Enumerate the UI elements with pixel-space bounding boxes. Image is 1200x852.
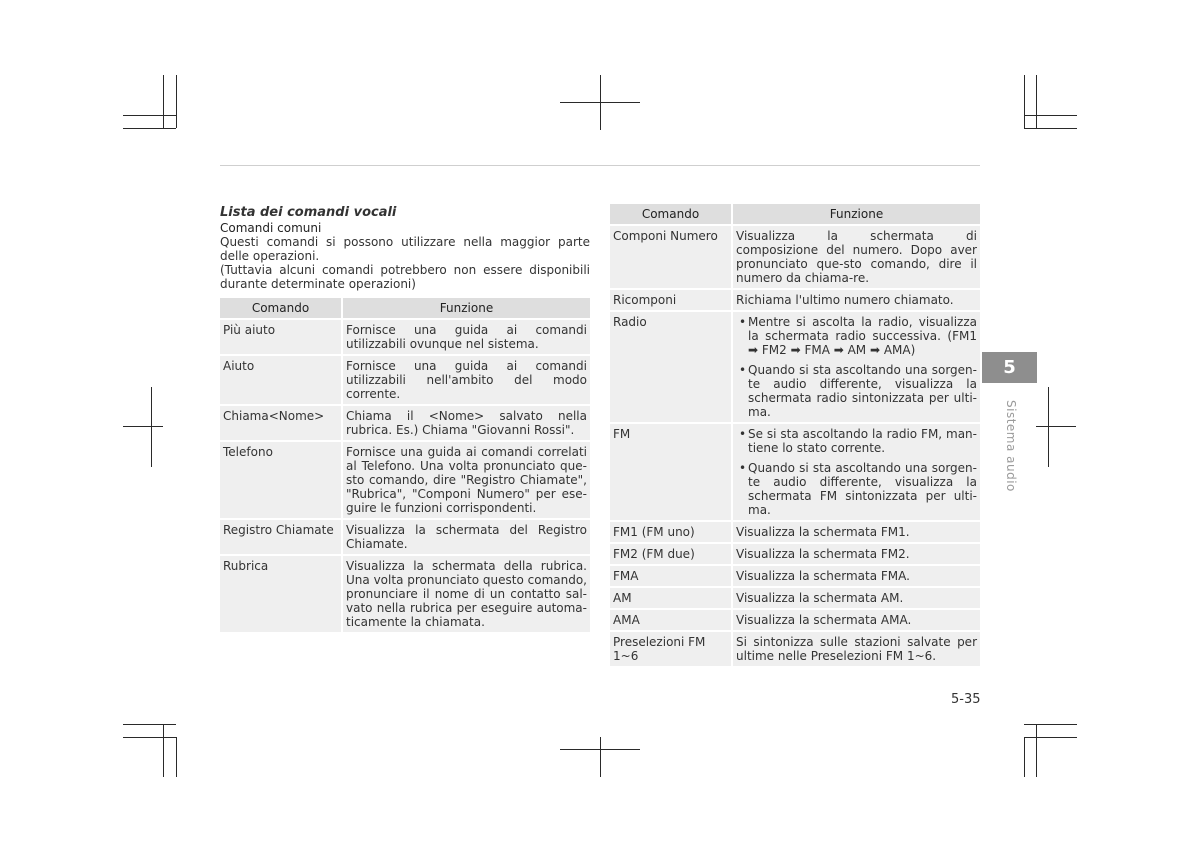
bullet-item: • Se si sta ascoltando la radio FM, man-tiene lo stato corrente. bbox=[736, 427, 977, 455]
table-header-row bbox=[220, 298, 590, 318]
command-cell: AMA bbox=[610, 610, 731, 630]
chapter-label: Sistema audio bbox=[1004, 400, 1018, 492]
command-cell: FM bbox=[610, 424, 731, 520]
function-cell: Visualizza la schermata AMA. bbox=[731, 610, 980, 630]
function-cell: Si sintonizza sulle stazioni salvate per ultime nelle Preselezioni FM 1~6. bbox=[731, 632, 980, 666]
table-row bbox=[220, 406, 590, 440]
intro-paragraph: Questi comandi si possono utilizzare nella maggior parte delle operazioni. bbox=[220, 235, 590, 263]
table-row bbox=[220, 320, 590, 354]
function-cell: Fornisce una guida ai comandi utilizzabili ovunque nel sistema. bbox=[341, 320, 590, 354]
function-cell: Chiama il <Nome> salvato nella rubrica. Es.) Chiama "Giovanni Rossi". bbox=[341, 406, 590, 440]
table-row bbox=[220, 356, 590, 404]
command-cell: Aiuto bbox=[220, 356, 341, 404]
section-subtitle: Comandi comuni bbox=[220, 221, 322, 235]
command-cell: Telefono bbox=[220, 442, 341, 518]
column-header-command: Comando bbox=[610, 204, 731, 224]
commands-table-left bbox=[220, 296, 590, 634]
function-cell: Fornisce una guida ai comandi correlati al Telefono. Una volta pronunciato que-sto comando, dire "Registro Chiamate", "Rubrica", "Componi Numero" per ese-guire le funzioni corrispondenti. bbox=[341, 442, 590, 518]
table-row bbox=[610, 632, 980, 666]
bullet-list bbox=[736, 315, 977, 419]
command-cell: Più aiuto bbox=[220, 320, 341, 354]
command-cell: Componi Numero bbox=[610, 226, 731, 288]
bullet-item: • Quando si sta ascoltando una sorgen-te audio differente, visualizza la schermata FM sintonizzata per ulti-ma. bbox=[736, 461, 977, 517]
table-row bbox=[610, 424, 980, 520]
header-rule bbox=[220, 165, 980, 166]
table-row bbox=[610, 290, 980, 310]
table-row bbox=[220, 520, 590, 554]
command-cell: Chiama<Nome> bbox=[220, 406, 341, 440]
function-cell: Visualizza la schermata AM. bbox=[731, 588, 980, 608]
function-cell: Visualizza la schermata FM1. bbox=[731, 522, 980, 542]
intro-text bbox=[220, 235, 590, 291]
table-row bbox=[610, 544, 980, 564]
command-cell: Preselezioni FM 1~6 bbox=[610, 632, 731, 666]
function-cell: Richiama l'ultimo numero chiamato. bbox=[731, 290, 980, 310]
table-row bbox=[610, 312, 980, 422]
function-cell: Visualizza la schermata di composizione del numero. Dopo aver pronunciato que-sto comando, dire il numero da chiama-re. bbox=[731, 226, 980, 288]
table-row bbox=[220, 442, 590, 518]
command-cell: FM2 (FM due) bbox=[610, 544, 731, 564]
bullet-item: • Mentre si ascolta la radio, visualizza la schermata radio successiva. (FM1 ➡ FM2 ➡ FMA ➡ AM ➡ AMA) bbox=[736, 315, 977, 357]
function-cell: Visualizza la schermata FM2. bbox=[731, 544, 980, 564]
command-cell: Radio bbox=[610, 312, 731, 422]
table-header-row bbox=[610, 204, 980, 224]
command-cell: AM bbox=[610, 588, 731, 608]
table-row bbox=[610, 226, 980, 288]
chapter-tab: 5 bbox=[982, 352, 1037, 383]
bullet-list bbox=[736, 427, 977, 517]
column-header-function: Funzione bbox=[731, 204, 980, 224]
command-cell: Rubrica bbox=[220, 556, 341, 632]
command-cell: FMA bbox=[610, 566, 731, 586]
column-header-function: Funzione bbox=[341, 298, 590, 318]
table-row bbox=[220, 556, 590, 632]
table-row bbox=[610, 522, 980, 542]
column-header-command: Comando bbox=[220, 298, 341, 318]
function-cell bbox=[731, 424, 980, 520]
function-cell bbox=[731, 312, 980, 422]
bullet-item: • Quando si sta ascoltando una sorgen-te audio differente, visualizza la schermata radio sintonizzata per ulti-ma. bbox=[736, 363, 977, 419]
commands-table-right bbox=[610, 202, 980, 668]
table-row bbox=[610, 566, 980, 586]
function-cell: Fornisce una guida ai comandi utilizzabili nell'ambito del modo corrente. bbox=[341, 356, 590, 404]
command-cell: Ricomponi bbox=[610, 290, 731, 310]
function-cell: Visualizza la schermata del Registro Chiamate. bbox=[341, 520, 590, 554]
command-cell: FM1 (FM uno) bbox=[610, 522, 731, 542]
page-number: 5-35 bbox=[951, 692, 981, 707]
section-title: Lista dei comandi vocali bbox=[220, 205, 397, 220]
command-cell: Registro Chiamate bbox=[220, 520, 341, 554]
table-row bbox=[610, 588, 980, 608]
table-row bbox=[610, 610, 980, 630]
function-cell: Visualizza la schermata FMA. bbox=[731, 566, 980, 586]
intro-note: (Tuttavia alcuni comandi potrebbero non essere disponibili durante determinate operazioni) bbox=[220, 263, 590, 291]
function-cell: Visualizza la schermata della rubrica. Una volta pronunciato questo comando, pronunciare il nome di un contatto sal-vato nella rubrica per eseguire automa-ticamente la chiamata. bbox=[341, 556, 590, 632]
